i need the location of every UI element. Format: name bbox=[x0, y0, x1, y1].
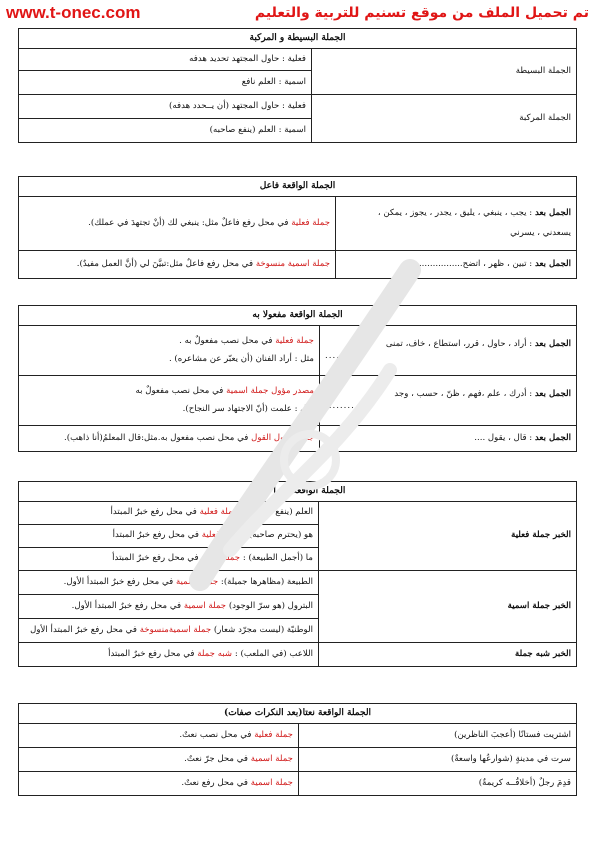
highlight-term: جملة فعلية bbox=[201, 530, 241, 541]
adjective-rule bbox=[19, 724, 299, 748]
verbs-list: : يجب ، ينبغي ، يليق ، يجدر ، يجوز ، يمكن ، bbox=[377, 207, 533, 218]
example-sentence: العلم (ينفع صاحبه) : bbox=[241, 507, 314, 518]
semi-sentence-predicate-label: الخبر شبه جملة bbox=[319, 643, 577, 667]
highlight-term: جملة اسمية bbox=[250, 777, 293, 788]
rule-text: في محل نصب مفعول به.مثل:قال المعلمُ(أنا ذاهب). bbox=[64, 432, 249, 443]
predicate-example bbox=[19, 502, 319, 525]
rule-text: في محل رفع خبرٌ المبتدأ bbox=[108, 648, 195, 659]
object-rule-cell bbox=[19, 376, 320, 426]
rule-text: في محل نصب نعتٌ. bbox=[179, 729, 252, 740]
predicate-example bbox=[19, 525, 319, 548]
row-head: الجمل بعد bbox=[534, 388, 571, 399]
table-title: الجملة الواقعة نعتا(بعد النكرات صفات) bbox=[19, 704, 577, 724]
download-message: تم تحميل الملف من موقع تسنيم للتربية والتعليم bbox=[254, 5, 589, 21]
rule-text: في محل رفع خبرٌ المبتدأ الأول bbox=[30, 624, 137, 635]
top-banner bbox=[6, 2, 589, 24]
highlight-term: جملة فعلية bbox=[201, 553, 241, 564]
verbal-predicate-label: الخبر جملة فعلية bbox=[319, 502, 577, 571]
highlight-term: جملة اسمية bbox=[183, 600, 227, 611]
dots: .......... bbox=[325, 350, 363, 361]
compound-verbal-example: فعلية : حاول المجتهد (أن يــحدد هدفه) bbox=[19, 95, 312, 119]
verbs-list-continued: يسعدني ، يسرني bbox=[510, 227, 572, 238]
rule-text: في محل رفع نعتٌ. bbox=[181, 777, 249, 788]
rule-text: في محل رفع فاعلٌ مثل: ينبغي لك (أنْ تجتهدَ في عملك). bbox=[88, 217, 289, 228]
rule-text: في محل رفع خبرٌ المبتدأ bbox=[110, 507, 197, 518]
nominal-predicate-label: الخبر جملة اسمية bbox=[319, 571, 577, 643]
rule-text: في محل نصب مفعولٌ به . bbox=[179, 335, 273, 346]
dots: .......... bbox=[325, 400, 363, 411]
example-sentence: هو (يحترم صاحبه) : bbox=[243, 530, 314, 541]
example-sentence: الوطنيّة (ليست مجرّد شعار) bbox=[213, 624, 314, 635]
predicate-sentence-table bbox=[18, 481, 577, 667]
highlight-term: جملة اسمية bbox=[250, 753, 293, 764]
adjective-rule bbox=[19, 772, 299, 796]
rule-text: في محل رفع فاعلٌ مثل:تبيَّنَ لي (أنَّ العمل مفيدٌ). bbox=[76, 258, 254, 269]
example-text: مثل : أراد الفنان (أن يعبّر عن مشاعره) . bbox=[168, 353, 314, 364]
rule-text: في محل رفع خبرٌ المبتدأ bbox=[112, 553, 199, 564]
verbs-list: : أدرك ، علم ،فهم ، ظنّ ، حسب ، وجد bbox=[394, 388, 533, 399]
object-rule-cell bbox=[19, 326, 320, 376]
adjective-example: اشتريت فستانًا (أعجبَ الناظرين) bbox=[299, 724, 577, 748]
predicate-example bbox=[19, 595, 319, 619]
subject-sentence-table bbox=[18, 176, 577, 279]
predicate-example bbox=[19, 619, 319, 643]
rule-text: في محل رفع خبرٌ المبتدأ الأول. bbox=[63, 576, 174, 587]
subject-verbs-cell bbox=[336, 251, 577, 279]
row-head: الجمل بعد bbox=[534, 258, 572, 269]
row-head: الجمل بعد bbox=[534, 338, 571, 349]
rule-text: في محل نصب مفعولٌ به bbox=[135, 385, 224, 396]
predicate-example bbox=[19, 643, 319, 667]
table-title: الجملة البسيطة و المركبة bbox=[19, 29, 577, 49]
highlight-term: جملة فعلية bbox=[275, 335, 314, 346]
highlight-term: شبه جملة bbox=[197, 648, 233, 659]
adjective-example: سرت في مدينةٍ (شوارعُها واسعةٌ) bbox=[299, 748, 577, 772]
highlight-term: جملة فعلية bbox=[199, 507, 239, 518]
table-title: الجملة الواقعة خبرا لمبتدأ bbox=[19, 482, 577, 502]
adjective-rule bbox=[19, 748, 299, 772]
highlight-term: جملة اسمية bbox=[175, 576, 219, 587]
row-head: الجمل بعد bbox=[534, 432, 571, 443]
subject-rule-cell bbox=[19, 251, 336, 279]
simple-sentence-label: الجملة البسيطة bbox=[312, 49, 577, 95]
highlight-term: جملة اسميةمنسوخة bbox=[139, 624, 212, 635]
row-head: الجمل بعد bbox=[534, 207, 572, 218]
example-sentence: الطبيعة (مظاهرها جميلة): bbox=[220, 576, 314, 587]
subject-verbs-cell bbox=[336, 197, 577, 251]
example-sentence: ما (أجمل الطبيعة) : bbox=[242, 553, 314, 564]
rule-text: في محل جرّ نعتٌ. bbox=[184, 753, 249, 764]
example-sentence: البترول (هو سرّ الوجود) bbox=[228, 600, 314, 611]
verbs-list: : قال ، يقول .... bbox=[474, 432, 533, 443]
adjective-example: قدِمَ رجلٌ (أخلاقُــه كريمةٌ) bbox=[299, 772, 577, 796]
highlight-term: جملة اسمية منسوخة bbox=[255, 258, 331, 269]
object-sentence-table bbox=[18, 305, 577, 452]
highlight-term: جملة فعلية bbox=[254, 729, 293, 740]
simple-verbal-example: فعلية : حاول المجتهد تحديد هدفه bbox=[19, 49, 312, 71]
verbs-list: : تبين ، ظهر ، اتضح.................... bbox=[408, 258, 533, 269]
predicate-example bbox=[19, 548, 319, 571]
rule-text: في محل رفع خبرٌ المبتدأ الأول. bbox=[71, 600, 182, 611]
compound-sentence-label: الجملة المركبة bbox=[312, 95, 577, 143]
table-title: الجملة الواقعة فاعل bbox=[19, 177, 577, 197]
highlight-term: جملة فعلية bbox=[291, 217, 331, 228]
object-verbs-cell bbox=[320, 326, 577, 376]
predicate-example bbox=[19, 571, 319, 595]
highlight-term: جملة مقول القول bbox=[251, 432, 314, 443]
site-url-link[interactable]: www.t-onec.com bbox=[6, 3, 141, 22]
rule-text: في محل رفع خبرٌ المبتدأ bbox=[112, 530, 199, 541]
verbs-list: : أراد ، حاول ، قرر، استطاع ، خاف، تمنى bbox=[385, 338, 533, 349]
simple-nominal-example: اسمية : العلم نافع bbox=[19, 71, 312, 95]
example-sentence: اللاعب (في الملعب) : bbox=[234, 648, 314, 659]
object-rule-cell bbox=[19, 426, 320, 452]
adjective-sentence-table bbox=[18, 703, 577, 796]
simple-compound-table bbox=[18, 28, 577, 143]
object-verbs-cell bbox=[320, 376, 577, 426]
highlight-term: مصدر مؤول جملة اسمية bbox=[226, 385, 314, 396]
example-text: مثل : علمت (أنّ الاجتهاد سر النجاح). bbox=[182, 403, 314, 414]
table-title: الجملة الواقعة مفعولا به bbox=[19, 306, 577, 326]
subject-rule-cell bbox=[19, 197, 336, 251]
compound-nominal-example: اسمية : العلم (ينفع صاحبه) bbox=[19, 119, 312, 143]
object-verbs-cell bbox=[320, 426, 577, 452]
